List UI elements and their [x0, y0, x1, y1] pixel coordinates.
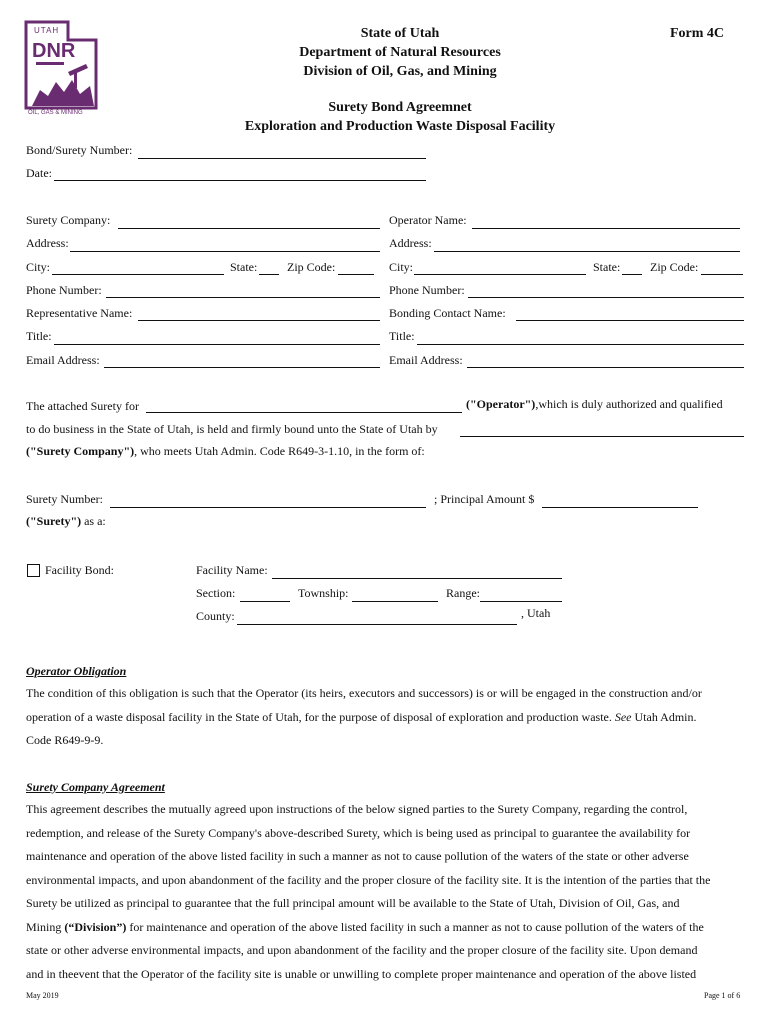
- surety-city-label: City:: [26, 260, 51, 274]
- surety-company-tag: ("Surety Company"): [26, 444, 135, 458]
- operator-phone-label: Phone Number:: [389, 283, 465, 297]
- surety-email-label: Email Address:: [26, 353, 100, 367]
- surety-state-label: State:: [230, 260, 258, 274]
- surety-city-field[interactable]: [52, 274, 224, 275]
- operator-city-label: City:: [389, 260, 414, 274]
- header-line1: State of Utah: [360, 26, 440, 41]
- operator-address-label: Address:: [389, 236, 432, 250]
- surety-agreement-text: [26, 798, 756, 986]
- township-field[interactable]: [352, 601, 438, 602]
- county-field[interactable]: [237, 624, 517, 625]
- division-tag: (“Division”): [64, 919, 127, 934]
- header-line3: Division of Oil, Gas, and Mining: [303, 64, 497, 79]
- obligation-line2: [26, 706, 756, 730]
- obligation-line2b: Utah Admin.: [631, 709, 697, 724]
- agreement-line3: maintenance and operation of the above listed facility in such a manner as not to cause pollution of the waters of the state or other adverse: [26, 849, 689, 863]
- county-label: County:: [196, 609, 235, 623]
- footer-date: May 2019: [26, 991, 59, 1000]
- logo-top-text: UTAH: [34, 26, 60, 35]
- surety-title-label: Title:: [26, 329, 52, 343]
- obligation-line1: The condition of this obligation is such that the Operator (its heirs, executors and successors) is or will be engaged in the construction and/or: [26, 686, 702, 700]
- facility-name-label: Facility Name:: [196, 563, 268, 577]
- attached-surety-text: The attached Surety for: [26, 399, 139, 413]
- surety-company-label: Surety Company:: [26, 213, 111, 227]
- dnr-logo: [24, 20, 98, 118]
- operator-title-field[interactable]: [417, 344, 744, 345]
- title-line1: Surety Bond Agreemnet: [328, 100, 472, 115]
- surety-agreement-heading: Surety Company Agreement: [26, 780, 165, 794]
- operator-tag: ("Operator"): [466, 397, 536, 411]
- operator-name-field[interactable]: [472, 228, 740, 229]
- agreement-line7: state or other adverse environmental impacts, and upon abandonment of the facility and the proper closure of the facility site. Upon demand: [26, 943, 698, 957]
- rep-name-field[interactable]: [138, 320, 380, 321]
- title-line2: Exploration and Production Waste Disposal Facility: [244, 119, 556, 134]
- logo-bottom-text: OIL, GAS & MINING: [28, 110, 83, 116]
- operator-obligation-text: [26, 682, 756, 753]
- operator-zip-label: Zip Code:: [650, 260, 699, 274]
- surety-address-label: Address:: [26, 236, 69, 250]
- operator-state-field[interactable]: [622, 274, 642, 275]
- operator-clause: [466, 397, 723, 412]
- range-field[interactable]: [480, 601, 562, 602]
- surety-zip-label: Zip Code:: [287, 260, 336, 274]
- operator-address-field[interactable]: [434, 251, 740, 252]
- operator-email-field[interactable]: [467, 367, 744, 368]
- facility-bond-label: Facility Bond:: [45, 563, 114, 577]
- surety-company-clause: [26, 444, 425, 459]
- surety-state-field[interactable]: [259, 274, 279, 275]
- agreement-line5: Surety be utilized as principal to guarantee that the full principal amount will be available to the State of Utah, Division of Oil, Gas, and: [26, 896, 680, 910]
- meets-text: , who meets Utah Admin. Code R649-3-1.10, in the form of:: [134, 444, 425, 458]
- facility-bond-checkbox[interactable]: [27, 564, 40, 577]
- agreement-line4: environmental impacts, and upon abandonment of the facility and the proper closure of the facility site. It is the intention of the parties that the: [26, 872, 711, 887]
- facility-name-field[interactable]: [272, 578, 562, 579]
- obligation-line2a: operation of a waste disposal facility in the State of Utah, for the purpose of disposal of exploration and production waste.: [26, 709, 612, 724]
- operator-obligation-heading: Operator Obligation: [26, 664, 127, 678]
- logo-mark-text: DNR: [32, 40, 76, 62]
- range-label: Range:: [446, 586, 480, 600]
- surety-address-field[interactable]: [70, 251, 380, 252]
- operator-phone-field[interactable]: [468, 297, 744, 298]
- form-number: Form 4C: [670, 26, 725, 41]
- surety-number-field[interactable]: [110, 507, 426, 508]
- see-text: See: [614, 709, 632, 724]
- agreement-line2: redemption, and release of the Surety Company's above-described Surety, which is being used as principal to guarantee the availability for: [26, 825, 691, 840]
- surety-company-by-field[interactable]: [460, 436, 744, 437]
- agreement-line6: [26, 916, 756, 940]
- surety-phone-label: Phone Number:: [26, 283, 102, 297]
- bonding-contact-label: Bonding Contact Name:: [389, 306, 506, 320]
- agreement-line6a: Mining: [26, 919, 65, 934]
- rep-name-label: Representative Name:: [26, 306, 133, 320]
- as-a-text: as a:: [81, 514, 106, 528]
- bonding-contact-field[interactable]: [516, 320, 744, 321]
- business-text: to do business in the State of Utah, is held and firmly bound unto the State of Utah by: [26, 422, 438, 436]
- section-label: Section:: [196, 586, 236, 600]
- header-line2: Department of Natural Resources: [299, 45, 501, 60]
- operator-email-label: Email Address:: [389, 353, 463, 367]
- bond-number-field[interactable]: [138, 158, 426, 159]
- principal-amount-field[interactable]: [542, 507, 698, 508]
- operator-title-label: Title:: [389, 329, 415, 343]
- date-label: Date:: [26, 166, 52, 180]
- surety-email-field[interactable]: [104, 367, 380, 368]
- operator-state-label: State:: [593, 260, 621, 274]
- surety-as-a: [26, 514, 106, 529]
- surety-title-field[interactable]: [54, 344, 380, 345]
- agreement-line8: and in theevent that the Operator of the facility site is unable or unwilling to complete proper maintenance and operation of the above listed: [26, 966, 697, 981]
- obligation-line3: Code R649-9-9.: [26, 733, 104, 747]
- surety-number-label: Surety Number:: [26, 492, 103, 506]
- agreement-line6b: for maintenance and operation of the above listed facility in such a manner as not to cause pollution of the waters of the: [126, 919, 704, 934]
- section-field[interactable]: [240, 601, 290, 602]
- surety-zip-field[interactable]: [338, 274, 374, 275]
- surety-company-field[interactable]: [118, 228, 380, 229]
- agency-header: [230, 24, 570, 81]
- operator-zip-field[interactable]: [701, 274, 743, 275]
- utah-text: , Utah: [521, 606, 551, 620]
- surety-phone-field[interactable]: [106, 297, 380, 298]
- principal-amount-label: ; Principal Amount $: [434, 492, 535, 506]
- form-title: [180, 98, 620, 136]
- township-label: Township:: [298, 586, 349, 600]
- operator-name-label: Operator Name:: [389, 213, 467, 227]
- date-field[interactable]: [54, 180, 426, 181]
- footer-page: Page 1 of 6: [704, 991, 741, 1000]
- agreement-line1: This agreement describes the mutually agreed upon instructions of the below signed parties to the Surety Company, regarding the control,: [26, 802, 688, 816]
- bond-number-label: Bond/Surety Number:: [26, 143, 133, 157]
- authorized-text: ,which is duly authorized and qualified: [535, 397, 723, 411]
- surety-tag: ("Surety"): [26, 514, 82, 528]
- attached-surety-field[interactable]: [146, 412, 462, 413]
- operator-city-field[interactable]: [414, 274, 586, 275]
